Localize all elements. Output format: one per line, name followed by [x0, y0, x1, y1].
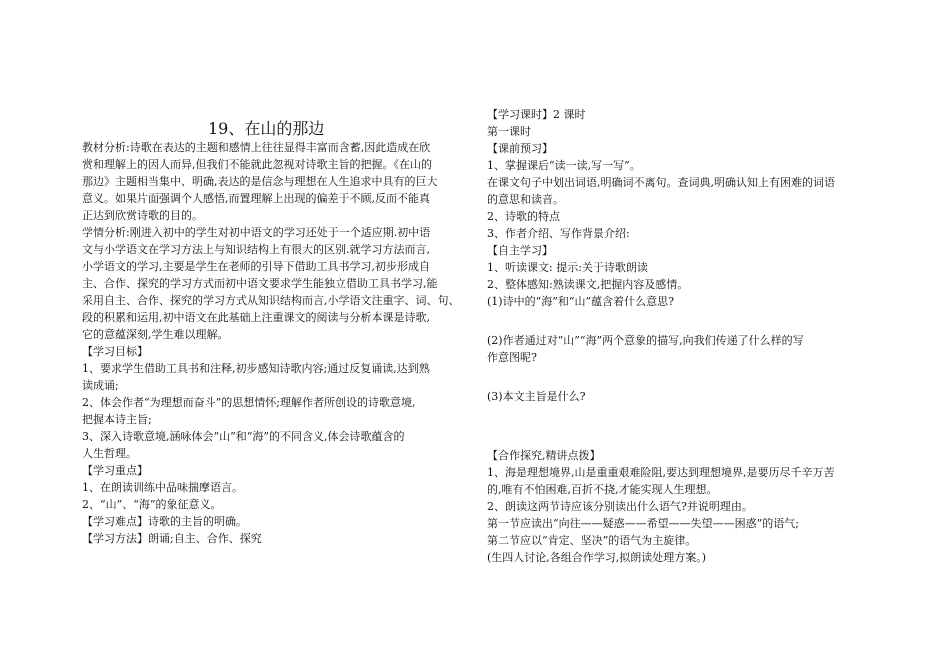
- text-line: 2、体会作者“为理想而奋斗”的思想情怀;理解作者所创设的诗歌意境,: [82, 396, 416, 409]
- text-line: 意义。如果片面强调个人感悟,而置理解上出现的偏差于不顾,反而不能真: [82, 192, 430, 205]
- text-line: 2、诗歌的特点: [487, 210, 560, 223]
- text-line: 教材分析:诗歌在表达的主题和感情上往往显得丰富而含蓄,因此造成在欣: [82, 141, 431, 154]
- section-heading: 【自主学习】: [487, 244, 553, 257]
- section-heading: 【合作探究,精讲点拨】: [487, 449, 601, 462]
- text-line: 1、在朗读训练中品味揣摩语言。: [82, 481, 243, 494]
- text-line: 主、合作、探究的学习方式而初中语文要求学生能独立借助工具书学习,能: [82, 277, 438, 290]
- text-line: 人生哲理。: [82, 447, 137, 460]
- section-heading: 【学习目标】: [82, 345, 148, 358]
- text-line: 3、深入诗歌意境,涵咏体会“山”和“海”的不同含义,体会诗歌蕴含的: [82, 430, 405, 443]
- text-line: 2、“山”、“海”的象征意义。: [82, 498, 222, 511]
- text-line: 1、掌握课后“读一读,写一写”。: [487, 159, 641, 172]
- text-line: 第一节应读出“向往——疑惑——希望——失望——困惑”的语气;: [487, 517, 799, 530]
- text-line: 第一课时: [487, 125, 531, 138]
- text-line: 正达到欣赏诗歌的目的。: [82, 209, 203, 222]
- section-heading: 【课前预习】: [487, 142, 553, 155]
- text-line: 学情分析:刚进入初中的学生对初中语文的学习还处于一个适应期.初中语: [82, 226, 431, 239]
- text-line: 2、整体感知:熟读课文,把握内容及感情。: [487, 278, 689, 291]
- text-line: 段的积累和运用,初中语文在此基础上注重课文的阅读与分析本课是诗歌,: [82, 311, 430, 324]
- text-line: 把握本诗主旨;: [82, 413, 152, 426]
- page-title: 19、在山的那边: [208, 119, 325, 138]
- text-line: 1、海是理想境界,山是重重艰难险阻,要达到理想境界,是要历尽千辛万苦: [487, 466, 835, 479]
- text-line: 2、朗读这两节诗应该分别读出什么语气?并说明理由。: [487, 500, 753, 513]
- section-heading: 【学习方法】朗诵;自主、合作、探究: [82, 532, 262, 545]
- text-line: 读成诵;: [82, 379, 119, 392]
- text-line: (生四人讨论,各组合作学习,拟朗读处理方案。): [487, 551, 707, 564]
- text-line: 赏和理解上的因人而异,但我们不能就此忽视对诗歌主旨的把握。《在山的: [82, 158, 432, 171]
- text-line: 那边》主题相当集中、明确,表达的是信念与理想在人生追求中具有的巨大: [82, 175, 438, 188]
- text-line: 在课文句子中划出词语,明确词不离句。查词典,明确认知上有困难的词语: [487, 176, 835, 189]
- section-heading: 【学习难点】诗歌的主旨的明确。: [82, 515, 247, 528]
- text-line: 第二节应以“肯定、坚决”的语气为主旋律。: [487, 534, 697, 547]
- text-line: 它的意蕴深刻,学生难以理解。: [82, 328, 229, 341]
- question-line: (1)诗中的“海”和“山”蕴含着什么意思?: [487, 295, 674, 308]
- text-line: 的意思和读音。: [487, 193, 564, 206]
- question-line: 作意图呢?: [487, 351, 537, 364]
- section-heading: 【学习课时】2 课时: [487, 108, 586, 121]
- text-line: 采用自主、合作、探究的学习方式从知识结构而言,小学语文注重字、词、句、: [82, 294, 460, 307]
- text-line: 3、作者介绍、写作背景介绍:: [487, 227, 630, 240]
- text-line: 1、要求学生借助工具书和注释,初步感知诗歌内容;通过反复诵读,达到熟: [82, 362, 430, 375]
- text-line: 1、听读课文: 提示:关于诗歌朗读: [487, 261, 648, 274]
- text-line: 文与小学语文在学习方法上与知识结构上有很大的区别.就学习方法而言,: [82, 243, 430, 256]
- text-line: 小学语文的学习,主要是学生在老师的引导下借助工具书学习,初步形成自: [82, 260, 430, 273]
- question-line: (3)本文主旨是什么?: [487, 390, 586, 403]
- section-heading: 【学习重点】: [82, 464, 148, 477]
- question-line: (2)作者通过对“山”“海”两个意象的描写,向我们传递了什么样的写: [487, 334, 804, 347]
- text-line: 的,唯有不怕困难,百折不挠,才能实现人生理想。: [487, 483, 718, 496]
